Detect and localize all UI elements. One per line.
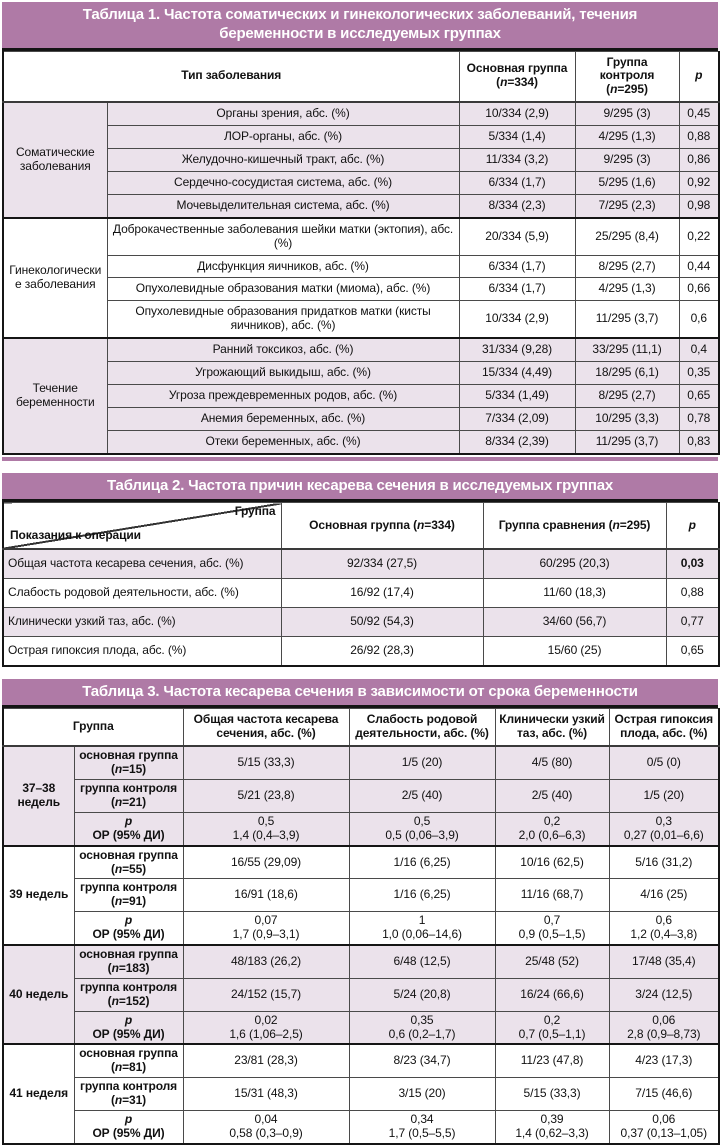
table2-header: [3, 503, 719, 549]
table3-value: 5/24 (20,8): [349, 978, 495, 1011]
table3-week-label: 39 недель: [3, 846, 74, 945]
table2-comparison-value: 60/295 (20,3): [483, 549, 666, 578]
table1-main-value: 31/334 (9,28): [459, 338, 575, 361]
table3-group-label: группа контроля (n=91): [74, 879, 183, 912]
table1-p-value: 0,4: [679, 338, 719, 361]
table3-header: [3, 709, 719, 746]
table3-value: 5/21 (23,8): [183, 779, 349, 812]
table1-disease-name: Угроза преждевременных родов, абс. (%): [107, 385, 459, 408]
table1-group-label: Соматические заболевания: [3, 102, 107, 218]
table2-header-indications: Показания к операции: [10, 528, 141, 543]
table3-stat-value: 0,34 1,7 (0,5–5,5): [349, 1111, 495, 1144]
table1-control-value: 9/295 (3): [575, 102, 679, 125]
table1-disease-name: Анемия беременных, абс. (%): [107, 407, 459, 430]
table1-p-value: 0,66: [679, 278, 719, 301]
table3-stat-value: 0,5 1,4 (0,4–3,9): [183, 812, 349, 845]
table1-main-value: 5/334 (1,4): [459, 126, 575, 149]
table3-value: 5/15 (33,3): [183, 746, 349, 779]
table1-control-value: 8/295 (2,7): [575, 385, 679, 408]
table2-p-value: 0,03: [666, 549, 719, 578]
table3-stats-row: [3, 912, 719, 945]
table2-row: [3, 578, 719, 607]
table1-p-value: 0,98: [679, 194, 719, 217]
table3-title: Таблица 3. Частота кесарева сечения в зависимости от срока беременности: [2, 679, 718, 709]
table3-value: 23/81 (28,3): [183, 1044, 349, 1077]
table1-control-value: 5/295 (1,6): [575, 171, 679, 194]
table1-control-value: 10/295 (3,3): [575, 407, 679, 430]
table2-comparison-value: 11/60 (18,3): [483, 578, 666, 607]
table3-stat-value: 0,07 1,7 (0,9–3,1): [183, 912, 349, 945]
table3-stat-value: 0,39 1,4 (0,62–3,3): [495, 1111, 609, 1144]
table3-value: 5/16 (31,2): [609, 846, 719, 879]
table1-p-value: 0,45: [679, 102, 719, 125]
table1-main-value: 15/334 (4,49): [459, 362, 575, 385]
table1-row: [3, 278, 719, 301]
table1-disease-name: Ранний токсикоз, абс. (%): [107, 338, 459, 361]
table3-stat-value: 0,7 0,9 (0,5–1,5): [495, 912, 609, 945]
table1-control-value: 11/295 (3,7): [575, 430, 679, 453]
table3-stat-value: 0,2 2,0 (0,6–6,3): [495, 812, 609, 845]
table3-row: [3, 746, 719, 779]
table1-disease-name: Опухолевидные образования матки (миома), абс. (%): [107, 278, 459, 301]
table3-value: 48/183 (26,2): [183, 945, 349, 978]
table1-disease-name: Дисфункция яичников, абс. (%): [107, 255, 459, 278]
table1-control-value: 25/295 (8,4): [575, 218, 679, 255]
table3-stat-value: 0,06 0,37 (0,13–1,05): [609, 1111, 719, 1144]
table3-stats-row: [3, 1111, 719, 1144]
table1-disease-name: Угрожающий выкидыш, абс. (%): [107, 362, 459, 385]
table2-main-value: 16/92 (17,4): [281, 578, 483, 607]
table1-main-value: 10/334 (2,9): [459, 301, 575, 338]
table1-p-value: 0,88: [679, 126, 719, 149]
table1-row: [3, 385, 719, 408]
table2-indication: Острая гипоксия плода, абс. (%): [3, 636, 281, 665]
table1-row: [3, 407, 719, 430]
table3-value: 17/48 (35,4): [609, 945, 719, 978]
table3-value: 25/48 (52): [495, 945, 609, 978]
table3-row: [3, 978, 719, 1011]
table3-stat-value: 0,6 1,2 (0,4–3,8): [609, 912, 719, 945]
table3-group-label: основная группа (n=55): [74, 846, 183, 879]
table1-row: [3, 255, 719, 278]
table3-body: [3, 746, 719, 1144]
table1-disease-name: Мочевыделительная система, абс. (%): [107, 194, 459, 217]
table1-control-value: 33/295 (11,1): [575, 338, 679, 361]
table2-main-value: 50/92 (54,3): [281, 607, 483, 636]
table3-stat-value: 0,2 0,7 (0,5–1,1): [495, 1011, 609, 1044]
table1-control-value: 9/295 (3): [575, 149, 679, 172]
table1-p-value: 0,22: [679, 218, 719, 255]
table2-main-value: 92/334 (27,5): [281, 549, 483, 578]
table3-value: 11/16 (68,7): [495, 879, 609, 912]
table3: [2, 708, 720, 1145]
table2-main-value: 26/92 (28,3): [281, 636, 483, 665]
table3-stat-value: 0,06 2,8 (0,9–8,73): [609, 1011, 719, 1044]
table2-header-main-group: Основная группа (n=334): [281, 503, 483, 549]
table1-row: [3, 301, 719, 338]
table1-body: [3, 102, 719, 454]
table3-stat-value: 0,02 1,6 (1,06–2,5): [183, 1011, 349, 1044]
table1-p-value: 0,6: [679, 301, 719, 338]
table1-main-value: 6/334 (1,7): [459, 278, 575, 301]
section-gap: [2, 667, 718, 679]
table1-row: [3, 149, 719, 172]
table1-row: [3, 171, 719, 194]
table1-disease-name: Доброкачественные заболевания шейки матки (эктопия), абс. (%): [107, 218, 459, 255]
table1-control-value: 4/295 (1,3): [575, 278, 679, 301]
table1-header-main-group: Основная группа (n=334): [459, 51, 575, 102]
table3-group-label: основная группа (n=81): [74, 1044, 183, 1077]
table2-row: [3, 549, 719, 578]
table1-group-label: Гинекологические заболевания: [3, 218, 107, 338]
table3-stats-label: p ОР (95% ДИ): [74, 912, 183, 945]
table1-group-label: Течение беременности: [3, 338, 107, 454]
table2-header-group: Группа: [234, 504, 276, 519]
table3-row: [3, 846, 719, 879]
table3-value: 1/16 (6,25): [349, 846, 495, 879]
table3-section: [2, 679, 718, 1145]
table3-value: 11/23 (47,8): [495, 1044, 609, 1077]
table3-header-total-cs: Общая частота кесарева сечения, абс. (%): [183, 709, 349, 746]
table1-disease-name: Сердечно-сосудистая система, абс. (%): [107, 171, 459, 194]
table1-p-value: 0,44: [679, 255, 719, 278]
table2-body: [3, 549, 719, 666]
table3-value: 4/23 (17,3): [609, 1044, 719, 1077]
table1-main-value: 10/334 (2,9): [459, 102, 575, 125]
table3-row: [3, 1078, 719, 1111]
table3-value: 2/5 (40): [495, 779, 609, 812]
table3-value: 4/16 (25): [609, 879, 719, 912]
table3-header-group: Группа: [3, 709, 183, 746]
table1-control-value: 7/295 (2,3): [575, 194, 679, 217]
table1-row: [3, 338, 719, 361]
table3-week-label: 37–38 недель: [3, 746, 74, 845]
table3-week-label: 40 недель: [3, 945, 74, 1044]
table1-p-value: 0,86: [679, 149, 719, 172]
table1-p-value: 0,83: [679, 430, 719, 453]
table1-p-value: 0,78: [679, 407, 719, 430]
table1-main-value: 6/334 (1,7): [459, 171, 575, 194]
table2-indication: Слабость родовой деятельности, абс. (%): [3, 578, 281, 607]
table3-value: 4/5 (80): [495, 746, 609, 779]
table2-comparison-value: 34/60 (56,7): [483, 607, 666, 636]
table3-group-label: основная группа (n=15): [74, 746, 183, 779]
table1-header-row: [3, 51, 719, 102]
table1-main-value: 5/334 (1,49): [459, 385, 575, 408]
table3-value: 1/5 (20): [609, 779, 719, 812]
table3-header-narrow-pelvis: Клинически узкий таз, абс. (%): [495, 709, 609, 746]
table3-stats-label: p ОР (95% ДИ): [74, 1111, 183, 1144]
table3-value: 8/23 (34,7): [349, 1044, 495, 1077]
table2-p-value: 0,65: [666, 636, 719, 665]
table1-disease-name: ЛОР-органы, абс. (%): [107, 126, 459, 149]
table2-header-p: p: [666, 503, 719, 549]
table3-row: [3, 879, 719, 912]
table1: [2, 51, 720, 455]
table3-value: 1/5 (20): [349, 746, 495, 779]
table2-p-value: 0,88: [666, 578, 719, 607]
table1-row: [3, 430, 719, 453]
table3-value: 16/91 (18,6): [183, 879, 349, 912]
table3-stats-row: [3, 812, 719, 845]
table3-value: 15/31 (48,3): [183, 1078, 349, 1111]
table3-stats-label: p ОР (95% ДИ): [74, 1011, 183, 1044]
table3-value: 24/152 (15,7): [183, 978, 349, 1011]
table1-main-value: 20/334 (5,9): [459, 218, 575, 255]
table1-header-p: p: [679, 51, 719, 102]
table2-p-value: 0,77: [666, 607, 719, 636]
table3-value: 6/48 (12,5): [349, 945, 495, 978]
table3-row: [3, 1044, 719, 1077]
table3-value: 2/5 (40): [349, 779, 495, 812]
table1-row: [3, 194, 719, 217]
table1-row: [3, 102, 719, 125]
table3-group-label: основная группа (n=183): [74, 945, 183, 978]
table1-p-value: 0,92: [679, 171, 719, 194]
table2-diagonal-header: [3, 503, 281, 549]
table3-header-fetal-hypoxia: Острая гипоксия плода, абс. (%): [609, 709, 719, 746]
table3-value: 5/15 (33,3): [495, 1078, 609, 1111]
table1-p-value: 0,35: [679, 362, 719, 385]
table3-stats-label: p ОР (95% ДИ): [74, 812, 183, 845]
table3-group-label: группа контроля (n=31): [74, 1078, 183, 1111]
table1-row: [3, 126, 719, 149]
table3-value: 1/16 (6,25): [349, 879, 495, 912]
table3-stat-value: 0,5 0,5 (0,06–3,9): [349, 812, 495, 845]
table1-disease-name: Органы зрения, абс. (%): [107, 102, 459, 125]
table1-control-value: 18/295 (6,1): [575, 362, 679, 385]
table1-main-value: 6/334 (1,7): [459, 255, 575, 278]
table3-stats-row: [3, 1011, 719, 1044]
table2: [2, 502, 720, 666]
table2-row: [3, 636, 719, 665]
table2-indication: Клинически узкий таз, абс. (%): [3, 607, 281, 636]
table1-p-value: 0,65: [679, 385, 719, 408]
table1-header-control-group: Группа контроля (n=295): [575, 51, 679, 102]
table2-title: Таблица 2. Частота причин кесарева сечения в исследуемых группах: [2, 473, 718, 503]
table2-section: [2, 473, 718, 667]
table2-row: [3, 607, 719, 636]
table1-row: [3, 218, 719, 255]
table3-value: 16/24 (66,6): [495, 978, 609, 1011]
table3-value: 0/5 (0): [609, 746, 719, 779]
table3-group-label: группа контроля (n=152): [74, 978, 183, 1011]
table1-header-type: Тип заболевания: [3, 51, 459, 102]
table1-main-value: 11/334 (3,2): [459, 149, 575, 172]
table3-week-label: 41 неделя: [3, 1044, 74, 1143]
table2-comparison-value: 15/60 (25): [483, 636, 666, 665]
table1-main-value: 7/334 (2,09): [459, 407, 575, 430]
table3-row: [3, 945, 719, 978]
table1-section: [2, 2, 718, 461]
table3-header-weak-labor: Слабость родовой деятельности, абс. (%): [349, 709, 495, 746]
table1-disease-name: Отеки беременных, абс. (%): [107, 430, 459, 453]
table1-control-value: 4/295 (1,3): [575, 126, 679, 149]
table2-header-row: [3, 503, 719, 549]
table1-control-value: 11/295 (3,7): [575, 301, 679, 338]
table3-value: 10/16 (62,5): [495, 846, 609, 879]
table3-value: 7/15 (46,6): [609, 1078, 719, 1111]
table1-main-value: 8/334 (2,39): [459, 430, 575, 453]
table1-title: Таблица 1. Частота соматических и гинекологических заболеваний, течения беременности в исследуемых группах: [2, 2, 718, 51]
table3-value: 16/55 (29,09): [183, 846, 349, 879]
table1-disease-name: Опухолевидные образования придатков матки (кисты яичников), абс. (%): [107, 301, 459, 338]
table3-stat-value: 0,3 0,27 (0,01–6,6): [609, 812, 719, 845]
table2-indication: Общая частота кесарева сечения, абс. (%): [3, 549, 281, 578]
table1-main-value: 8/334 (2,3): [459, 194, 575, 217]
table3-group-label: группа контроля (n=21): [74, 779, 183, 812]
table1-header: [3, 51, 719, 102]
table1-control-value: 8/295 (2,7): [575, 255, 679, 278]
table2-header-comparison-group: Группа сравнения (n=295): [483, 503, 666, 549]
table3-stat-value: 1 1,0 (0,06–14,6): [349, 912, 495, 945]
table1-disease-name: Желудочно-кишечный тракт, абс. (%): [107, 149, 459, 172]
table1-row: [3, 362, 719, 385]
table3-stat-value: 0,35 0,6 (0,2–1,7): [349, 1011, 495, 1044]
table3-value: 3/15 (20): [349, 1078, 495, 1111]
table3-value: 3/24 (12,5): [609, 978, 719, 1011]
table3-header-row: [3, 709, 719, 746]
section-gap: [2, 461, 718, 473]
table3-row: [3, 779, 719, 812]
table3-stat-value: 0,04 0,58 (0,3–0,9): [183, 1111, 349, 1144]
